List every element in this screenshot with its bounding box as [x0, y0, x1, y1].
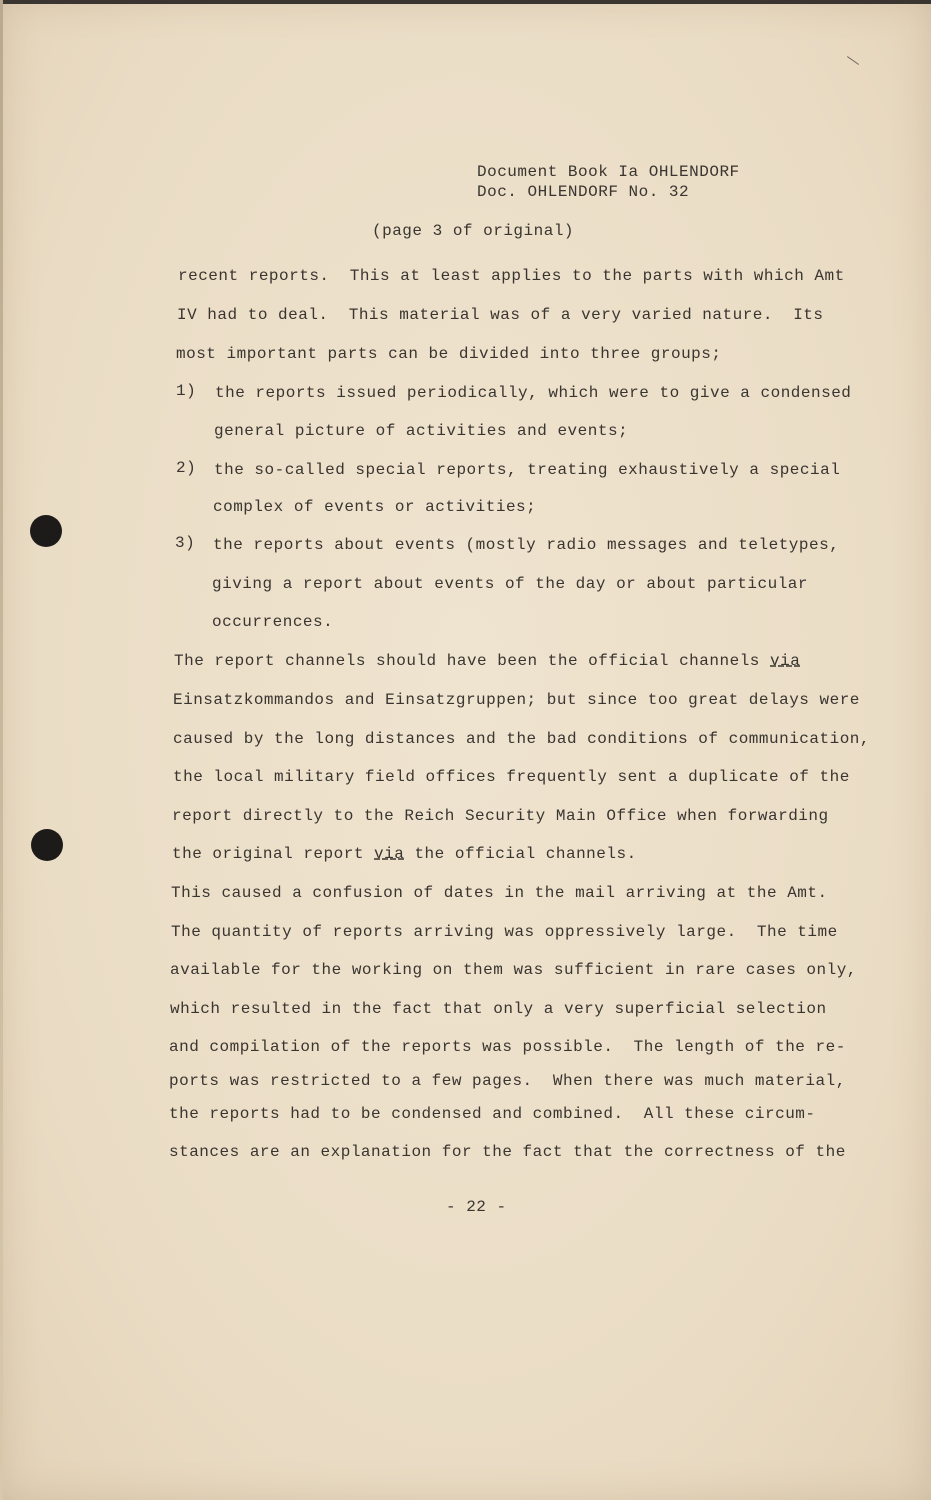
body-line: recent reports. This at least applies to the parts with which Amt [178, 267, 845, 285]
body-line: available for the working on them was sufficient in rare cases only, [170, 961, 857, 979]
list-item-text: complex of events or activities; [213, 498, 537, 516]
body-line: the reports had to be condensed and combined. All these circum- [169, 1105, 816, 1123]
list-item-text: the so-called special reports, treating exhaustively a special [214, 461, 841, 479]
body-text: The report channels should have been the official channels [174, 652, 770, 670]
body-line: the local military field offices frequently sent a duplicate of the [173, 768, 850, 786]
list-item-text: general picture of activities and events; [214, 422, 629, 440]
list-item-number: 3) [175, 534, 196, 552]
header-book-line: Document Book Ia OHLENDORF [477, 163, 740, 181]
stray-mark [847, 56, 859, 65]
binder-hole [30, 515, 62, 547]
via-underlined: via [770, 652, 801, 670]
list-item-number: 2) [176, 459, 197, 477]
page-note: (page 3 of original) [372, 222, 575, 240]
body-line: This caused a confusion of dates in the mail arriving at the Amt. [171, 884, 828, 902]
list-item-text: giving a report about events of the day or about particular [212, 575, 808, 593]
body-line: which resulted in the fact that only a very superficial selection [170, 1000, 827, 1018]
body-line: stances are an explanation for the fact that the correctness of the [169, 1143, 846, 1161]
body-line: IV had to deal. This material was of a very varied nature. Its [177, 306, 824, 324]
body-line: and compilation of the reports was possible. The length of the re- [169, 1038, 846, 1056]
body-line: The quantity of reports arriving was oppressively large. The time [171, 923, 838, 941]
page-top-edge [0, 0, 931, 4]
body-text: the official channels. [404, 845, 637, 863]
body-line: report directly to the Reich Security Main Office when forwarding [172, 807, 829, 825]
list-item-text: the reports about events (mostly radio messages and teletypes, [213, 536, 840, 554]
page-number: - 22 - [446, 1198, 507, 1216]
header-doc-line: Doc. OHLENDORF No. 32 [477, 183, 690, 201]
body-line [172, 844, 637, 864]
via-underlined: via [374, 845, 405, 863]
binder-hole [31, 829, 63, 861]
page-left-edge [0, 0, 3, 1500]
list-item-text: the reports issued periodically, which were to give a condensed [215, 384, 852, 402]
body-line: most important parts can be divided into three groups; [176, 345, 722, 363]
list-item-number: 1) [176, 382, 197, 400]
list-item-text: occurrences. [212, 613, 334, 631]
body-line: Einsatzkommandos and Einsatzgruppen; but since too great delays were [173, 691, 860, 709]
body-line [174, 651, 800, 671]
body-text: the original report [172, 845, 375, 863]
body-line: caused by the long distances and the bad conditions of communication, [173, 730, 871, 748]
body-line: ports was restricted to a few pages. When there was much material, [169, 1072, 846, 1090]
